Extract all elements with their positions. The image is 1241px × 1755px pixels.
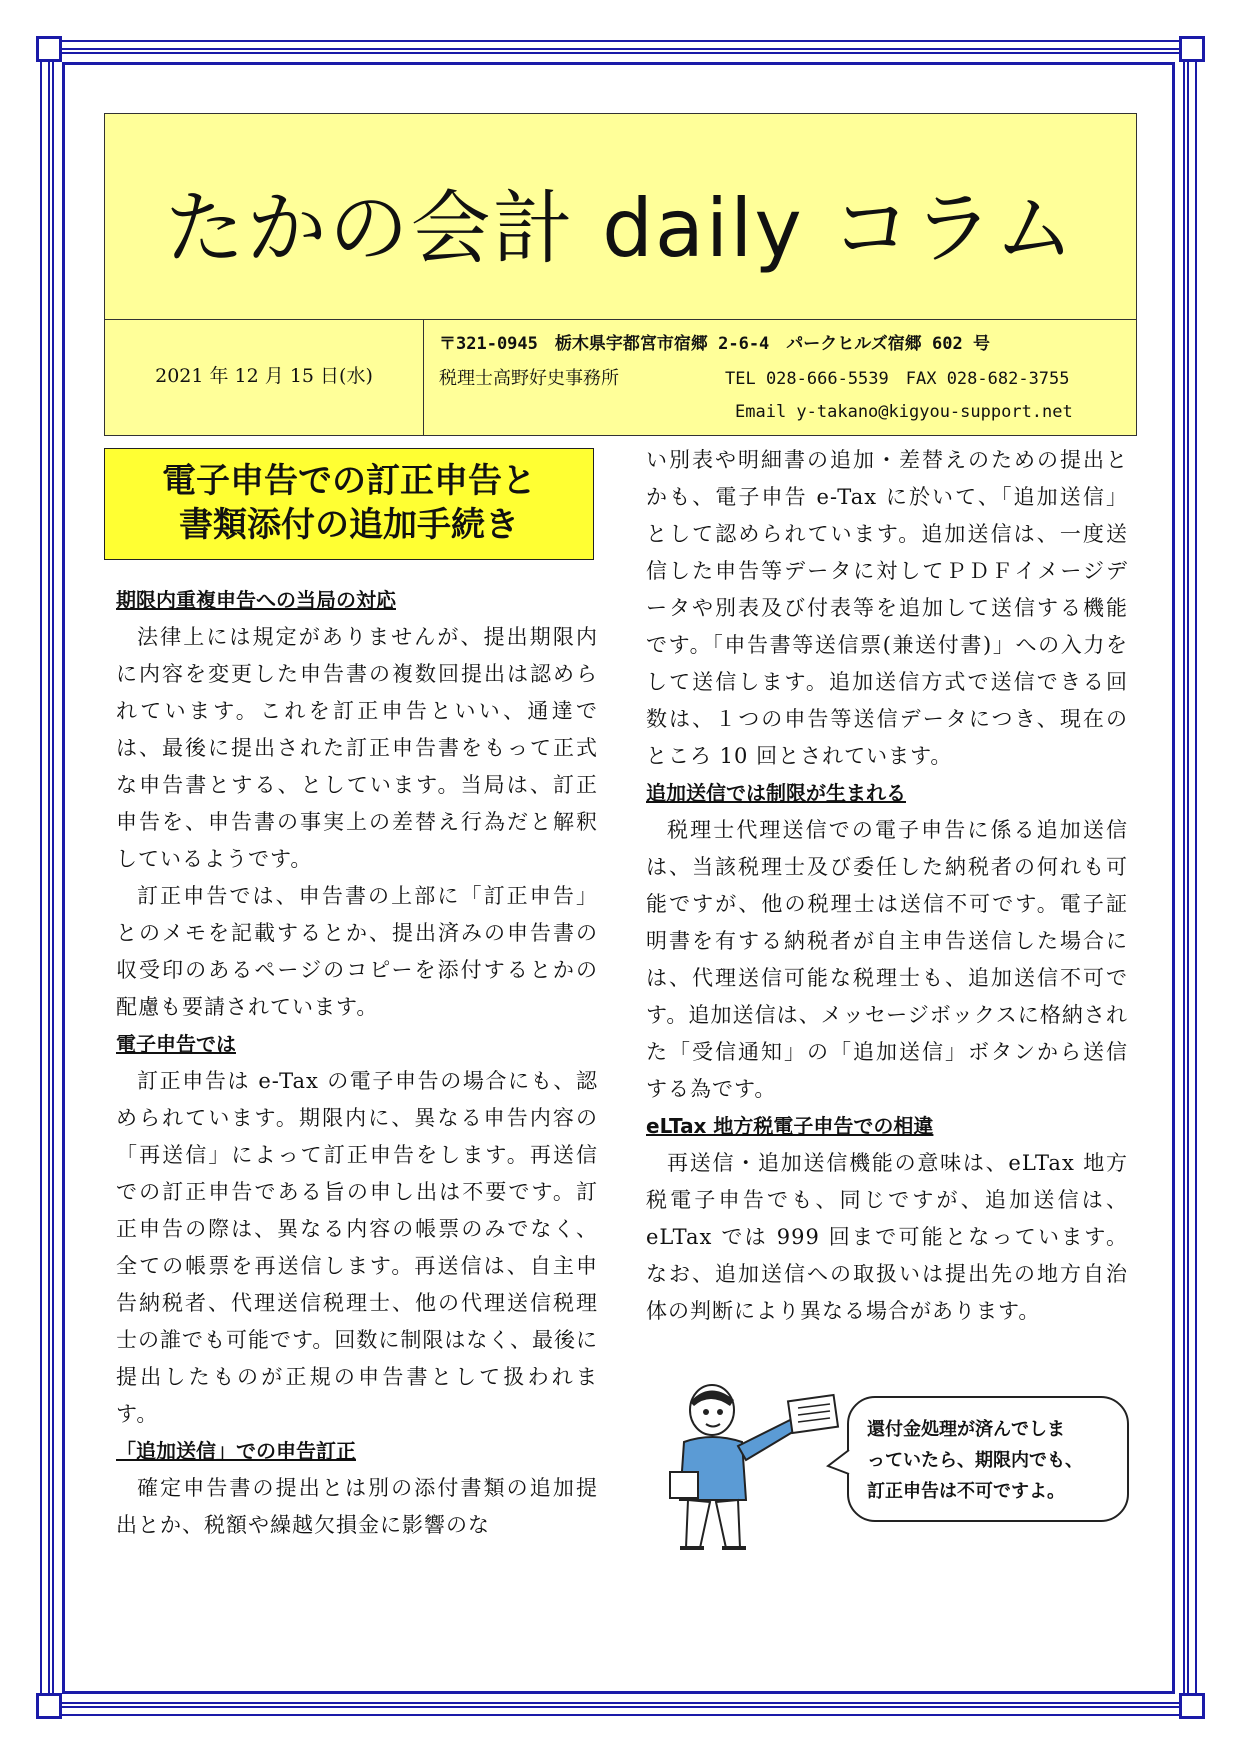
- paragraph: 法律上には規定がありませんが、提出期限内に内容を変更した申告書の複数回提出は認められています。これを訂正申告といい、通達では、最後に提出された訂正申告書をもって正式な申告書とする、としています。当局は、訂正申告を、申告書の事実上の差替え行為だと解釈しているようです。: [116, 625, 598, 871]
- accountant-illustration: [650, 1380, 850, 1555]
- newsletter-header: [104, 113, 1137, 436]
- bubble-line: っていたら、期限内でも、: [867, 1450, 1083, 1471]
- office-name: 税理士高野好史事務所: [439, 368, 619, 389]
- paragraph: い別表や明細書の追加・差替えのための提出とかも、電子申告 e-Tax に於いて、「追加送信」として認められています。追加送信は、一度送信した申告等データに対してＰＤＦイメージデータや別表及び付表等を追加して送信する機能です。「申告書等送信票(兼送付書)」への入力をして送信します。追加送信方式で送信できる回数は、１つの申告等送信データにつき、現在のところ 10 回とされています。: [646, 448, 1128, 768]
- paragraph: 訂正申告では、申告書の上部に「訂正申告」とのメモを記載するとか、提出済みの申告書の収受印のあるページのコピーを添付するとかの配慮も要請されています。: [116, 884, 598, 1019]
- corner-ornament: [1179, 1693, 1205, 1719]
- section-heading: 期限内重複申告への当局の対応: [116, 588, 396, 612]
- paragraph: 訂正申告は e-Tax の電子申告の場合にも、認められています。期限内に、異なる申告内容の「再送信」によって訂正申告をします。再送信での訂正申告である旨の申し出は不要です。訂正申告の際は、異なる内容の帳票のみでなく、全ての帳票を再送信します。再送信は、自主申告納税者、代理送信税理士、他の代理送信税理士の誰でも可能です。回数に制限はなく、最後に提出したものが正規の申告書として扱われます。: [116, 1069, 598, 1426]
- office-email[interactable]: Email y-takano@kigyou-support.net: [735, 402, 1073, 422]
- section-heading: 追加送信では制限が生まれる: [646, 781, 906, 805]
- corner-ornament: [36, 1693, 62, 1719]
- paragraph: 税理士代理送信での電子申告に係る追加送信は、当該税理士及び委任した納税者の何れも可能ですが、他の税理士は送信不可です。電子証明書を有する納税者が自主申告送信した場合には、代理送信可能な税理士も、追加送信不可です。追加送信は、メッセージボックスに格納された「受信通知」の「追加送信」ボタンから送信する為です。: [646, 818, 1128, 1101]
- speech-bubble-tail: [826, 1448, 852, 1478]
- paragraph: 再送信・追加送信機能の意味は、eLTax 地方税電子申告でも、同じですが、追加送信は、eLTax では 999 回まで可能となっています。なお、追加送信への取扱いは提出先の地方自治体の判断により異なる場合があります。: [646, 1151, 1128, 1323]
- corner-ornament: [1179, 36, 1205, 62]
- issue-date: 2021 年 12 月 15 日(水): [155, 365, 373, 387]
- corner-ornament: [36, 36, 62, 62]
- newsletter-title: たかの会計 daily コラム: [164, 182, 1077, 275]
- headline-line-2: 書類添付の追加手続き: [179, 505, 519, 545]
- bubble-line: 訂正申告は不可ですよ。: [867, 1481, 1065, 1502]
- bubble-line: 還付金処理が済んでしま: [867, 1419, 1065, 1440]
- title-area: [105, 114, 1136, 320]
- speech-bubble: [847, 1396, 1129, 1522]
- section-heading: 「追加送信」での申告訂正: [116, 1439, 356, 1463]
- office-address: 〒321-0945 栃木県宇都宮市宿郷 2-6-4 パークヒルズ宿郷 602 号: [439, 334, 990, 354]
- article-column-right: [646, 442, 1128, 1330]
- date-cell: [105, 319, 424, 436]
- paragraph: 確定申告書の提出とは別の添付書類の追加提出とか、税額や繰越欠損金に影響のな: [116, 1476, 598, 1537]
- headline-line-1: 電子申告での訂正申告と: [162, 461, 536, 501]
- office-tel-fax: TEL 028-666-5539 FAX 028-682-3755: [725, 369, 1070, 389]
- section-heading: 電子申告では: [116, 1032, 236, 1056]
- section-heading: eLTax 地方税電子申告での相違: [646, 1114, 934, 1138]
- article-headline: [104, 448, 594, 560]
- article-column-left: [116, 582, 598, 1544]
